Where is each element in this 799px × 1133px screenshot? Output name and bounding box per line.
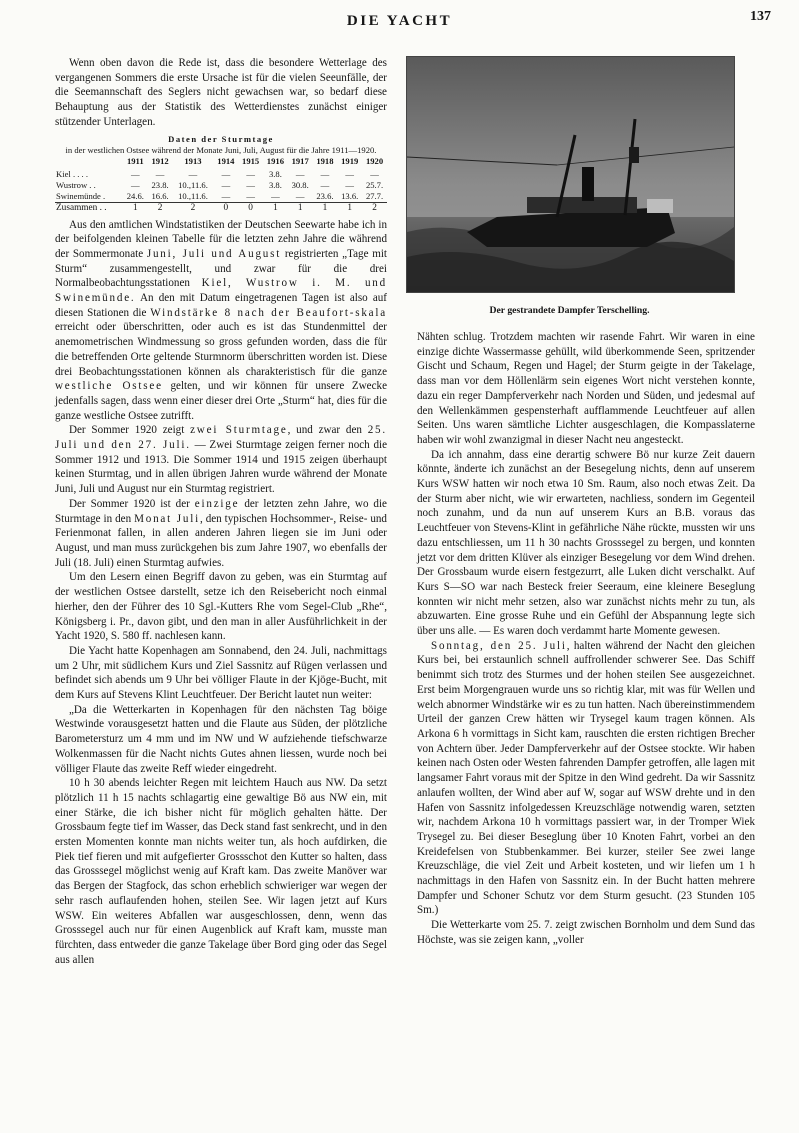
table-cell: — bbox=[295, 190, 305, 201]
spaced-text: 25. Juli und den 27. Juli. bbox=[55, 424, 387, 452]
total-label: Zusammen . . bbox=[55, 202, 123, 214]
total-cell: 1 bbox=[313, 202, 338, 214]
paragraph-boe: 10 h 30 abends leichter Regen mit leichtem Hauch aus NW. Da setzt plötzlich 11 h 15 nachts schlagartig eine gewaltige Bö aus NW ein, mit einer Stärke, die ich bisher nicht für möglich gehalten hätte. Der Grossbaum fegte tief im Wasser, das Deck stand fast senkrecht, und in den ersten Momenten konnte man nichts weiter tun, als hoch aufdirken, die Piek tief fieren und mit aufgefierter Grossschot den Kutter so halten, dass das Grosssegel möglichst wenig auf Kraft kam. Das zweite Manöver war das Bergen der Stagfock, das schon erheblich schwieriger war wegen der sehr rasch auflaufenden hohen, steilen See. Wir lagen jetzt auf Kurs WSW. Ein weiteres Abfallen war ausgeschlossen, denn, wenn das Grosssegel auch nur für einen Augenblick auf Kraft kam, musste man fürchten, dass entweder die ganze Takelage über Bord ging oder das Segel aus allen bbox=[55, 777, 387, 966]
paragraph-naehten: Nähten schlug. Trotzdem machten wir rasende Fahrt. Wir waren in eine einzige dichte Wassermasse gehüllt, wild überkommende Seen, spritzender Gischt und Schaum, Regen und Hagel; der Sturm geigte in der Takelage, dass man vor dem Höllenlärm sein eigenes Wort nicht verstehen konnte, dazu ein reger Dampferverkehr nach Norden und Süden, und jedesmal auf den Wellenkämmen gespensterhaft aufflammende Leuchtfeuer auf allen Seiten. Uns waren sämtliche Lichter ausgeschlagen, die Kompasslaterne haben wir wohl zwanzigmal in dieser Nacht neu angesteckt. bbox=[417, 331, 755, 446]
steamer-photo bbox=[406, 56, 735, 293]
table-corner-cell bbox=[55, 156, 123, 169]
text-run: Der Sommer 1920 ist der bbox=[69, 497, 195, 510]
text-run: der letzten zehn Jahre, wo die Sturmtage in den bbox=[55, 497, 387, 525]
table-cell: — bbox=[131, 179, 140, 190]
table-cell: — bbox=[345, 168, 354, 179]
text-run: , und zwar den bbox=[287, 424, 368, 437]
table-title: Daten der Sturmtage bbox=[168, 133, 274, 144]
paragraph-windstatistik bbox=[55, 218, 387, 424]
spaced-text: einzige bbox=[194, 497, 240, 510]
text-run: Der Sommer 1920 zeigt bbox=[69, 424, 191, 437]
spaced-text: Kiel, Wustrow i. M. und Swinemünde. bbox=[55, 277, 387, 305]
paragraph-sonntag bbox=[417, 639, 755, 918]
table-caption bbox=[55, 134, 387, 156]
year-header: 1918 bbox=[316, 155, 334, 166]
spaced-text: zwei Sturmtage bbox=[190, 424, 288, 437]
stranded-steamer-image bbox=[407, 57, 734, 292]
year-header: 1915 bbox=[242, 155, 260, 166]
table-cell: 24.6. bbox=[126, 190, 144, 201]
paragraph-sommer-1920 bbox=[55, 423, 387, 497]
total-cell: 2 bbox=[148, 202, 173, 214]
table-cell: — bbox=[246, 168, 255, 179]
total-cell: 2 bbox=[362, 202, 387, 214]
table-cell: 30.8. bbox=[291, 179, 309, 190]
spaced-text: Monat Juli bbox=[134, 512, 200, 525]
table-cell: — bbox=[345, 179, 354, 190]
table-cell: — bbox=[131, 168, 140, 179]
spaced-text: Sonntag, den 25. Juli bbox=[431, 639, 567, 652]
year-header: 1919 bbox=[341, 155, 359, 166]
text-run: gelten, und wir können für unsere Zwecke jedenfalls sagen, dass wenn einer dieser drei Orte „Sturm“ hat, dies für die ganze westliche Ostsee zutrifft. bbox=[55, 380, 387, 422]
table-cell: — bbox=[221, 168, 231, 179]
table-cell: — bbox=[295, 168, 305, 179]
text-run: , halten während der Nacht den gleichen Kurs bei, bei erstaunlich schnell auffrollender schwerer See. Das Schiff benimmt sich trotz des Sturmes und der hohen steilen See ausgezeichnet. Erst beim Morgengrauen wurde uns so richtig klar, mit was für Wellen und welch abnormer Windstärke wir es zu tun hatten. Nach übereinstimmendem Urteil der ganzen Crew hätten wir Trysegel kaum tragen können. Als Arkona 6 h vormittags in Sicht kam, rauschten die ersten richtigen Brecher von Achtern über. Jeder Dampferverkehr auf der Ostsee stockte. Wir haben keinen nach Osten oder Westen fahrenden Dampfer getroffen, alle lagen mit langsamer Fahrt voraus mit der Spitze in den Wind gedreht. Da wir Sassnitz anlaufen wollten, der Wind aber auf W, sogar auf WSW drehte und in den Hafen von Sassnitz infolgedessen Kreuzschläge notwendig waren, setzten wir, nachdem Arkona 10 h vormittags passiert war, in der Tromper Wiek Trysegel zu. Bei dieser Beseglung über 10 Knoten Fahrt, vorbei an den Kreidefelsen von Stubbenkammer. Bei kurzer, steiler See zwei lange Kreuzschläge, die viel Zeit und Arbeit kosteten, und wir liefen um 1 h nachmittags in den Hafen von Sassnitz ein. In der Bucht hatten mehrere Dampfer und Schoner Schutz vor dem Sturm gesucht. (23 Stunden 105 Sm.) bbox=[417, 639, 755, 917]
paragraph-kopenhagen: Die Yacht hatte Kopenhagen am Sonnabend, den 24. Juli, nachmittags um 2 Uhr, mit südlichem Kurs und Ziel Sassnitz auf Rügen verlassen und befindet sich abends um 9 Uhr bei völliger Flaute in der Kjöge-Bucht, mit dem Kurs auf Stevens Klint Leuchtfeuer. Der Bericht lautet nun weiter: bbox=[55, 644, 387, 702]
table-subtitle: in der westlichen Ostsee während der Monate Juni, Juli, August für die Jahre 1911—1920. bbox=[65, 144, 377, 155]
table-row-wustrow bbox=[55, 180, 387, 191]
left-column bbox=[55, 56, 387, 967]
text-run: erreicht oder überschritten, oder auch es ist das Stundenmittel der anemometrischen Windmessung so gross gefunden worden, dass die für die betreffenden Orte geltende Sturmnorm überschritten worden ist. Diese drei Beobachtungsstationen können als charakteristisch für die ganze bbox=[55, 321, 387, 378]
year-header: 1912 bbox=[151, 155, 169, 166]
spaced-text: Juni, Juli und August bbox=[146, 247, 282, 260]
running-title: DIE YACHT bbox=[346, 13, 453, 29]
table-cell: — bbox=[271, 190, 280, 201]
storm-days-table bbox=[55, 156, 387, 214]
page-number: 137 bbox=[750, 9, 771, 24]
spaced-text: westliche Ostsee bbox=[55, 380, 163, 393]
table-cell: 13.6. bbox=[341, 190, 359, 201]
year-header: 1913 bbox=[184, 155, 202, 166]
table-cell: 23.8. bbox=[151, 179, 169, 190]
text-run: — Zwei Sturmtage zeigen ferner noch die Sommer 1912 und 1913. Die Sommer 1914 und 1915 zeigen überhaupt keinen Sturmtag, und in allen übrigen Jahren wurde während der Monate Juni, Juli und August nur ein Sturmtag registriert. bbox=[55, 439, 387, 496]
spaced-text: Windstärke 8 nach der Beaufort-skala bbox=[150, 306, 387, 319]
table-row-swinemuende bbox=[55, 191, 387, 203]
total-cell: 0 bbox=[213, 202, 238, 214]
right-column bbox=[417, 330, 755, 948]
table-cell: — bbox=[221, 179, 231, 190]
table-cell: 16.6. bbox=[151, 190, 169, 201]
table-row-kiel bbox=[55, 169, 387, 180]
table-cell: 3.8. bbox=[268, 168, 282, 179]
table-cell: — bbox=[188, 168, 198, 179]
table-cell: 25.7. bbox=[365, 179, 384, 190]
table-cell: — bbox=[246, 179, 255, 190]
station-label: Kiel . . . . bbox=[56, 168, 88, 179]
paragraph-reisebericht-intro: Um den Lesern einen Begriff davon zu geben, was ein Sturmtag auf der westlichen Ostsee darstellt, setze ich den Reisebericht noch einmal hierher, den der Führer des 10 Sgl.-Kutters Rhe vom Segel-Club „Rhe“, Königsberg i. Pr., davon gibt, und den man in aller Ausführlichkeit in der Yacht 1920, S. 580 ff. nachlesen kann. bbox=[55, 571, 387, 643]
table-total-row bbox=[55, 202, 387, 214]
storm-days-table-block bbox=[55, 134, 387, 214]
table-cell: 3.8. bbox=[268, 179, 282, 190]
text-run: An den mit Datum eingetragenen Tagen ist also auf diesen Stationen die bbox=[55, 292, 387, 319]
table-cell: 10.,11.6. bbox=[178, 179, 208, 190]
table-cell: — bbox=[246, 190, 255, 201]
total-cell: 0 bbox=[238, 202, 263, 214]
text-run: , den typischen Hochsommer-, Reise- und Ferienmonat fallen, in allen anderen Jahren liegen sie im Juni oder August, und man muss zurückgehen bis zum Jahre 1907, wo ebenfalls der Juli (18. Juli) einen Sturmtag aufwies. bbox=[55, 512, 387, 569]
total-cell: 1 bbox=[288, 202, 313, 214]
table-cell: 23.6. bbox=[316, 190, 334, 201]
paragraph-wetterkarten: „Da die Wetterkarten in Kopenhagen für den nächsten Tag böige Westwinde vorausgesetzt hatten und die Flaute aus Süden, der plötzliche Barometersturz um 4 mm und im NW und W aufziehende tiefschwarze Wolkenmassen für die Nacht nichts Gutes ahnen liessen, wurde noch bei völliger Flaute das zweite Reff wieder eingedreht. bbox=[55, 703, 387, 775]
year-header: 1914 bbox=[217, 155, 235, 166]
intro-paragraph: Wenn oben davon die Rede ist, dass die besondere Wetterlage des vergangenen Sommers die erste Ursache ist für die vielen Seeunfälle, der die Seemannschaft des Seglers nicht gewachsen war, so bedarf diese Behauptung aus der Statistik des Wetterdienstes zunächst einiger stützender Unterlagen. bbox=[55, 57, 387, 128]
total-cell: 1 bbox=[263, 202, 288, 214]
photo-caption: Der gestrandete Dampfer Terschelling. bbox=[489, 305, 650, 316]
table-cell: — bbox=[320, 168, 330, 179]
table-cell: 27.7. bbox=[365, 190, 384, 201]
station-label: Wustrow . . bbox=[56, 179, 96, 190]
table-cell: — bbox=[221, 190, 231, 201]
table-cell: — bbox=[155, 168, 165, 179]
year-header: 1911 bbox=[126, 155, 144, 166]
table-cell: 10.,11.6. bbox=[178, 190, 208, 201]
text-run: Aus den amtlichen Windstatistiken der Deutschen Seewarte habe ich in der beifolgenden kleinen Tabelle für die letzten zehn Jahre die während der Sommermonate bbox=[55, 218, 387, 260]
paragraph-annahme: Da ich annahm, dass eine derartig schwere Bö nur kurze Zeit dauern könnte, änderte ich zunächst an der Besegelung nichts, denn auf unserem Kurs WSW hatten wir noch etwa 10 Sm. Raum, also noch etwas Zeit. Da der Sturm aber nicht, wie wir erwarteten, nachliess, sondern im Gegenteil noch zunahm, und da nun auf unserem Kurs an B.B. voraus das Leuchtfeuer von Stevens-Klint in gefährliche Nähe rückte, mussten wir uns dazu entschliessen, um 11 h 30 nachts Grosssegel zu bergen, und konnten jetzt vor dem dritten Klüver als einziger Besegelung vor dem Wind drehen. Der Grossbaum wurde eisern festgezurrt, alle Luken dicht verschalkt. Auf Kurs S—SO war nach Besteck freier Seeraum, eine kleinere Beseglung konnten wir nicht mehr setzen, also war zunächst nichts mehr zu tun, als abzuwarten. Eine grosse Ruhe und ein Gefühl der Abspannung legte sich über uns alle. — Es waren doch verdammt harte Momente gewesen. bbox=[417, 448, 755, 638]
paragraph-einzige bbox=[55, 497, 387, 571]
table-cell: — bbox=[370, 168, 379, 179]
table-cell: — bbox=[320, 179, 330, 190]
station-label: Swinemünde . bbox=[56, 190, 106, 201]
total-cell: 1 bbox=[337, 202, 362, 214]
year-header: 1920 bbox=[365, 155, 384, 166]
text-run: registrierten „Tage mit Sturm“ zusammengestellt, und zwar für die drei Normalbeobachtungsstationen bbox=[55, 247, 387, 290]
total-cell: 2 bbox=[172, 202, 213, 214]
year-header: 1917 bbox=[291, 155, 309, 166]
total-cell: 1 bbox=[123, 202, 148, 214]
year-header: 1916 bbox=[266, 155, 284, 166]
table-header-row bbox=[55, 156, 387, 169]
paragraph-wetterkarte: Die Wetterkarte vom 25. 7. zeigt zwischen Bornholm und dem Sund das Höchste, was sie zeigen kann, „voller bbox=[417, 919, 755, 946]
